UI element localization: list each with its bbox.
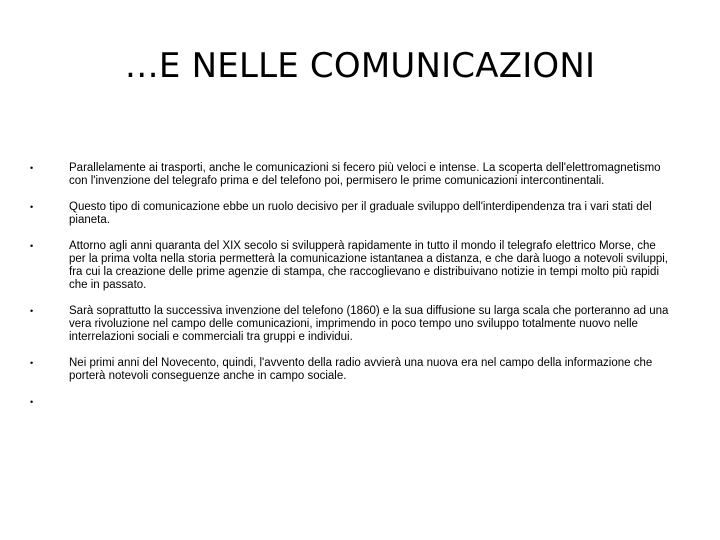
- bullet-icon: •: [30, 241, 34, 251]
- bullet-icon: •: [30, 358, 34, 368]
- bullet-list: [30, 162, 670, 407]
- bullet-icon: •: [30, 397, 34, 407]
- bullet-item: [30, 240, 670, 292]
- bullet-text: Sarà soprattutto la successiva invenzione del telefono (1860) e la sua diffusione su larga scala che porteranno ad una vera rivoluzione nel campo delle comunicazioni, imprimendo in poco tempo uno sviluppo totalmente nuovo nelle interrelazioni sociali e commerciali tra gruppi e individui.: [69, 305, 669, 343]
- bullet-icon: •: [30, 202, 34, 212]
- bullet-icon: •: [30, 306, 34, 316]
- bullet-text: Attorno agli anni quaranta del XIX secolo si svilupperà rapidamente in tutto il mondo il telegrafo elettrico Morse, che per la prima volta nella storia permetterà la comunicazione istantanea a distanza, e che darà luogo a notevoli sviluppi, fra cui la creazione delle prime agenzie di stampa, che raccoglievano e distribuivano notizie in tempi molto più rapidi che in passato.: [69, 240, 668, 291]
- bullet-item: [30, 357, 670, 383]
- bullet-text: Questo tipo di comunicazione ebbe un ruolo decisivo per il graduale sviluppo dell'interdipendenza tra i vari stati del pianeta.: [69, 201, 652, 226]
- bullet-item: [30, 201, 670, 227]
- bullet-text: Parallelamente ai trasporti, anche le comunicazioni si fecero più veloci e intense. La scoperta dell'elettromagnetismo con l'invenzione del telegrafo prima e del telefono poi, permisero le prime comunicazioni intercontinentali.: [69, 162, 661, 187]
- bullet-item: [30, 305, 670, 344]
- bullet-icon: •: [30, 163, 34, 173]
- bullet-text: Nei primi anni del Novecento, quindi, l'avvento della radio avvierà una nuova era nel campo della informazione che porterà notevoli conseguenze anche in campo sociale.: [69, 357, 653, 382]
- bullet-item: [30, 162, 670, 188]
- slide-title: …E NELLE COMUNICAZIONI: [124, 46, 596, 86]
